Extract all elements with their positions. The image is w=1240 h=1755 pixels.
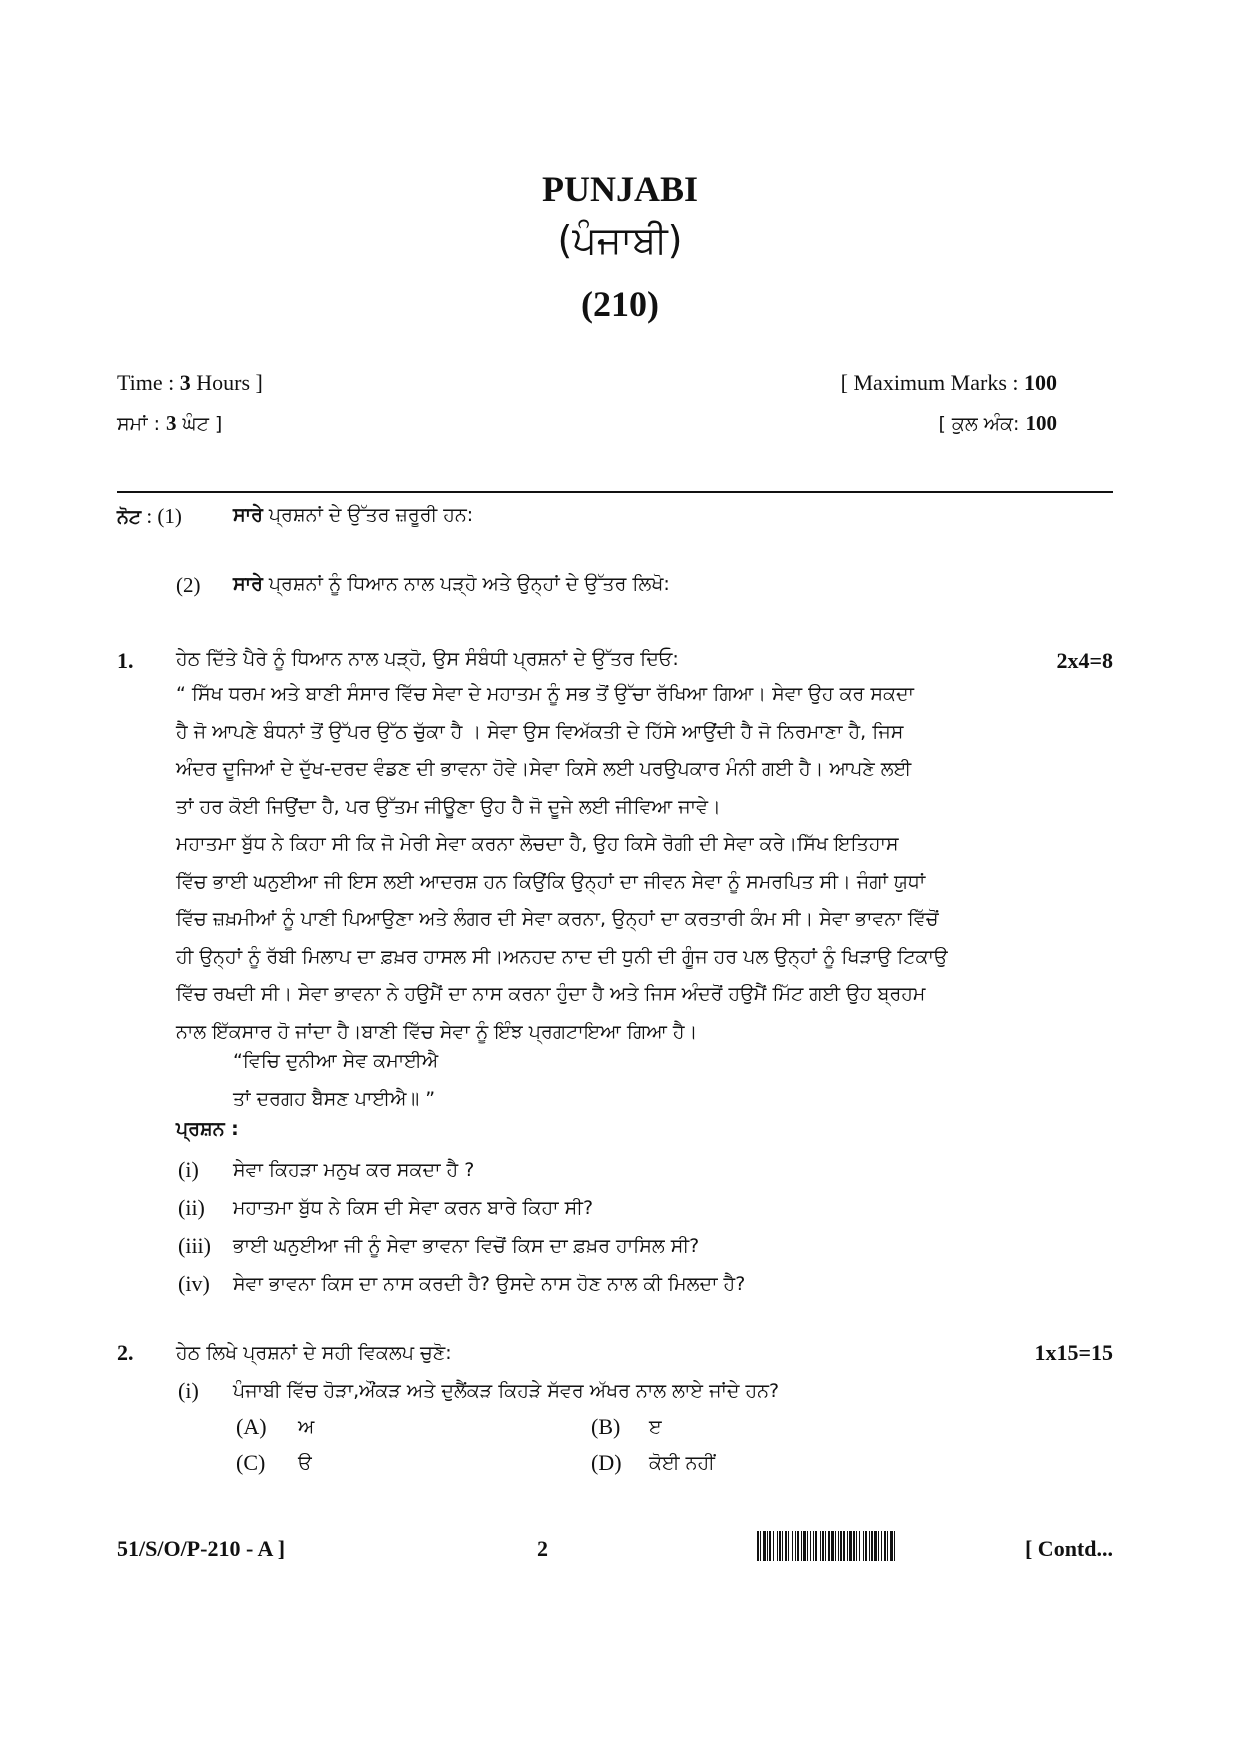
question-1-number: 1. bbox=[117, 648, 134, 673]
sub-question-num: (i) bbox=[178, 1157, 199, 1182]
option-label: (B) bbox=[591, 1414, 621, 1439]
sub-question-text: ਸੇਵਾ ਭਾਵਨਾ ਕਿਸ ਦਾ ਨਾਸ ਕਰਦੀ ਹੈ? ਉਸਦੇ ਨਾਸ ਹੋਣ ਨਾਲ ਕੀ ਮਿਲਦਾ ਹੈ? bbox=[233, 1273, 746, 1295]
passage-line: ਵਿੱਚ ਭਾਈ ਘਨੁਈਆ ਜੀ ਇਸ ਲਈ ਆਦਰਸ਼ ਹਨ ਕਿਉਂਕਿ ਉਨ੍ਹਾਂ ਦਾ ਜੀਵਨ ਸੇਵਾ ਨੂੰ ਸਮਰਪਿਤ ਸੀ। ਜੰਗਾਂ ਯੁਧਾਂ bbox=[176, 870, 926, 893]
max-marks-english bbox=[841, 370, 1057, 396]
option-text: ੲ bbox=[649, 1416, 662, 1438]
sub-question-num: (i) bbox=[178, 1378, 199, 1403]
verse bbox=[233, 1043, 438, 1118]
passage-line: ਵਿੱਚ ਰਖਦੀ ਸੀ। ਸੇਵਾ ਭਾਵਨਾ ਨੇ ਹਉਮੈਂ ਦਾ ਨਾਸ ਕਰਨਾ ਹੁੰਦਾ ਹੈ ਅਤੇ ਜਿਸ ਅੰਦਰੋਂ ਹਉਮੈਂ ਮਿੱਟ ਗਈ ਉਹ ਬ੍ਰਹਮ bbox=[176, 983, 926, 1005]
option-label: (A) bbox=[236, 1414, 267, 1439]
sub-question-text: ਭਾਈ ਘਨੁਈਆ ਜੀ ਨੂੰ ਸੇਵਾ ਭਾਵਨਾ ਵਿਚੋਂ ਕਿਸ ਦਾ ਫ਼ਖ਼ਰ ਹਾਸਿਲ ਸੀ? bbox=[233, 1235, 700, 1257]
verse-line: “ਵਿਚਿ ਦੁਨੀਆ ਸੇਵ ਕਮਾਈਐ bbox=[233, 1050, 439, 1072]
max-marks-label: [ Maximum Marks : bbox=[840, 370, 1024, 395]
max-marks-punjabi bbox=[938, 411, 1057, 436]
passage-line: ਵਿੱਚ ਜ਼ਖ਼ਮੀਆਂ ਨੂੰ ਪਾਣੀ ਪਿਆਉਣਾ ਅਤੇ ਲੰਗਰ ਦੀ ਸੇਵਾ ਕਰਨਾ, ਉਨ੍ਹਾਂ ਦਾ ਕਰਤਾਰੀ ਕੰਮ ਸੀ। ਸੇਵਾ ਭਾਵਨਾ ਵਿੱਚੋਂ bbox=[176, 908, 939, 930]
note-item-num: (2) bbox=[176, 573, 201, 597]
sub-question-num: (iv) bbox=[178, 1271, 210, 1296]
time-pa-value: 3 bbox=[166, 411, 177, 435]
note-label: ਨੋਟ bbox=[117, 506, 142, 528]
option-text: ਅ bbox=[298, 1416, 315, 1438]
note-item-text: ਪ੍ਰਸ਼ਨਾਂ ਦੇ ਉੱਤਰ ਜ਼ਰੂਰੀ ਹਨ: bbox=[262, 504, 474, 526]
passage-line: “ ਸਿੱਖ ਧਰਮ ਅਤੇ ਬਾਣੀ ਸੰਸਾਰ ਵਿੱਚ ਸੇਵਾ ਦੇ ਮਹਾਤਮ ਨੂੰ ਸਭ ਤੋਂ ਉੱਚਾ ਰੱਖਿਆ ਗਿਆ। ਸੇਵਾ ਉਹ ਕਰ ਸਕਦਾ bbox=[176, 683, 914, 705]
paper-code: 51/S/O/P-210 - A ] bbox=[117, 1536, 286, 1561]
questions-label: ਪ੍ਰਸ਼ਨ : bbox=[176, 1118, 239, 1140]
passage-line: ਹੀ ਉਨ੍ਹਾਂ ਨੂੰ ਰੱਬੀ ਮਿਲਾਪ ਦਾ ਫ਼ਖ਼ਰ ਹਾਸਲ ਸੀ।ਅਨਹਦ ਨਾਦ ਦੀ ਧੁਨੀ ਦੀ ਗੂੰਜ ਹਰ ਪਲ ਉਨ੍ਹਾਂ ਨੂੰ ਖਿੜਾਉ ਟਿਕਾਉ bbox=[176, 945, 948, 968]
question-2-instruction: ਹੇਠ ਲਿਖੇ ਪ੍ਰਸ਼ਨਾਂ ਦੇ ਸਹੀ ਵਿਕਲਪ ਚੁਣੋ: bbox=[176, 1342, 452, 1364]
verse-line: ਤਾਂ ਦਰਗਹ ਬੈਸਣ ਪਾਈਐ॥ ” bbox=[233, 1087, 436, 1110]
option-label: (C) bbox=[236, 1450, 266, 1475]
sub-question-text: ਮਹਾਤਮਾ ਬੁੱਧ ਨੇ ਕਿਸ ਦੀ ਸੇਵਾ ਕਰਨ ਬਾਰੇ ਕਿਹਾ ਸੀ? bbox=[233, 1197, 594, 1219]
time-pa-unit: ਘੰਟ ] bbox=[176, 413, 223, 435]
max-marks-value: 100 bbox=[1024, 370, 1057, 395]
sub-question-text: ਸੇਵਾ ਕਿਹੜਾ ਮਨੁਖ ਕਰ ਸਕਦਾ ਹੈ ? bbox=[233, 1159, 475, 1181]
barcode bbox=[757, 1531, 1021, 1561]
passage-line: ਅੰਦਰ ਦੂਜਿਆਂ ਦੇ ਦੁੱਖ-ਦਰਦ ਵੰਡਣ ਦੀ ਭਾਵਨਾ ਹੋਵੇ।ਸੇਵਾ ਕਿਸੇ ਲਈ ਪਰਉਪਕਾਰ ਮੰਨੀ ਗਈ ਹੈ। ਆਪਣੇ ਲਈ bbox=[176, 758, 912, 780]
time-punjabi bbox=[117, 411, 222, 436]
sub-question-text: ਪੰਜਾਬੀ ਵਿੱਚ ਹੋੜਾ,ਔਂਕੜ ਅਤੇ ਦੁਲੈਂਕੜ ਕਿਹੜੇ ਸੱਵਰ ਅੱਖਰ ਨਾਲ ਲਾਏ ਜਾਂਦੇ ਹਨ? bbox=[233, 1380, 780, 1402]
sub-question-num: (ii) bbox=[178, 1195, 205, 1220]
note-item-text: ਪ੍ਰਸ਼ਨਾਂ ਨੂੰ ਧਿਆਨ ਨਾਲ ਪੜ੍ਹੋ ਅਤੇ ਉਨ੍ਹਾਂ ਦੇ ਉੱਤਰ ਲਿਖੋ: bbox=[262, 573, 670, 595]
passage-line: ਤਾਂ ਹਰ ਕੋਈ ਜਿਉਂਦਾ ਹੈ, ਪਰ ਉੱਤਮ ਜੀਊਣਾ ਉਹ ਹੈ ਜੋ ਦੂਜੇ ਲਈ ਜੀਵਿਆ ਜਾਵੇ। bbox=[176, 795, 721, 818]
time-value: 3 bbox=[179, 370, 191, 395]
subject-title-punjabi: (ਪੰਜਾਬੀ) bbox=[557, 218, 683, 262]
option-text: ਕੋਈ ਨਹੀਂ bbox=[649, 1452, 715, 1474]
time-unit: Hours ] bbox=[190, 370, 263, 395]
time-english bbox=[117, 370, 263, 396]
question-1-marks: 2x4=8 bbox=[1056, 648, 1113, 673]
time-pa-label: ਸਮਾਂ : bbox=[117, 413, 167, 435]
note-item-num: (1) bbox=[157, 504, 182, 528]
note-sep: : bbox=[141, 504, 158, 528]
passage-line: ਮਹਾਤਮਾ ਬੁੱਧ ਨੇ ਕਿਹਾ ਸੀ ਕਿ ਜੋ ਮੇਰੀ ਸੇਵਾ ਕਰਨਾ ਲੋਚਦਾ ਹੈ, ਉਹ ਕਿਸੇ ਰੋਗੀ ਦੀ ਸੇਵਾ ਕਰੇ।ਸਿੱਖ ਇਤਿਹਾਸ bbox=[176, 833, 899, 855]
question-1-instruction: ਹੇਠ ਦਿੱਤੇ ਪੈਰੇ ਨੂੰ ਧਿਆਨ ਨਾਲ ਪੜ੍ਹੋ, ਉਸ ਸੰਬੰਧੀ ਪ੍ਰਸ਼ਨਾਂ ਦੇ ਉੱਤਰ ਦਿਓ: bbox=[176, 648, 679, 670]
question-1-passage bbox=[176, 676, 1076, 1051]
note-item-bold: ਸਾਰੇ bbox=[233, 504, 263, 526]
note-item-2-text bbox=[233, 573, 670, 595]
question-2-marks: 1x15=15 bbox=[1034, 1340, 1113, 1365]
subject-code: (210) bbox=[581, 284, 659, 324]
note-item-1-text bbox=[233, 504, 473, 526]
passage-line: ਹੈ ਜੋ ਆਪਣੇ ਬੰਧਨਾਂ ਤੋਂ ਉੱਪਰ ਉੱਠ ਚੁੱਕਾ ਹੈ । ਸੇਵਾ ਉਸ ਵਿਅੱਕਤੀ ਦੇ ਹਿੱਸੇ ਆਉਂਦੀ ਹੈ ਜੋ ਨਿਰਮਾਣਾ ਹੈ, ਜਿਸ bbox=[176, 720, 904, 743]
note-line-1 bbox=[117, 504, 182, 529]
header-divider bbox=[117, 491, 1113, 493]
marks-pa-label: [ ਕੁਲ ਅੰਕ: bbox=[938, 413, 1026, 435]
note-item-bold: ਸਾਰੇ bbox=[233, 573, 263, 595]
passage-line: ਨਾਲ ਇੱਕਸਾਰ ਹੋ ਜਾਂਦਾ ਹੈ।ਬਾਣੀ ਵਿੱਚ ਸੇਵਾ ਨੂੰ ਇੰਝ ਪ੍ਰਗਟਾਇਆ ਗਿਆ ਹੈ। bbox=[176, 1020, 698, 1043]
sub-question-num: (iii) bbox=[178, 1233, 211, 1258]
continued-label: [ Contd... bbox=[1024, 1536, 1113, 1561]
question-2-number: 2. bbox=[117, 1340, 134, 1365]
subject-title: PUNJABI bbox=[541, 169, 698, 209]
option-label: (D) bbox=[591, 1450, 622, 1475]
marks-pa-value: 100 bbox=[1025, 411, 1057, 435]
option-text: ੳ bbox=[298, 1452, 312, 1474]
page-number: 2 bbox=[537, 1536, 548, 1561]
barcode-bar bbox=[895, 1531, 897, 1561]
time-label: Time : bbox=[117, 370, 180, 395]
